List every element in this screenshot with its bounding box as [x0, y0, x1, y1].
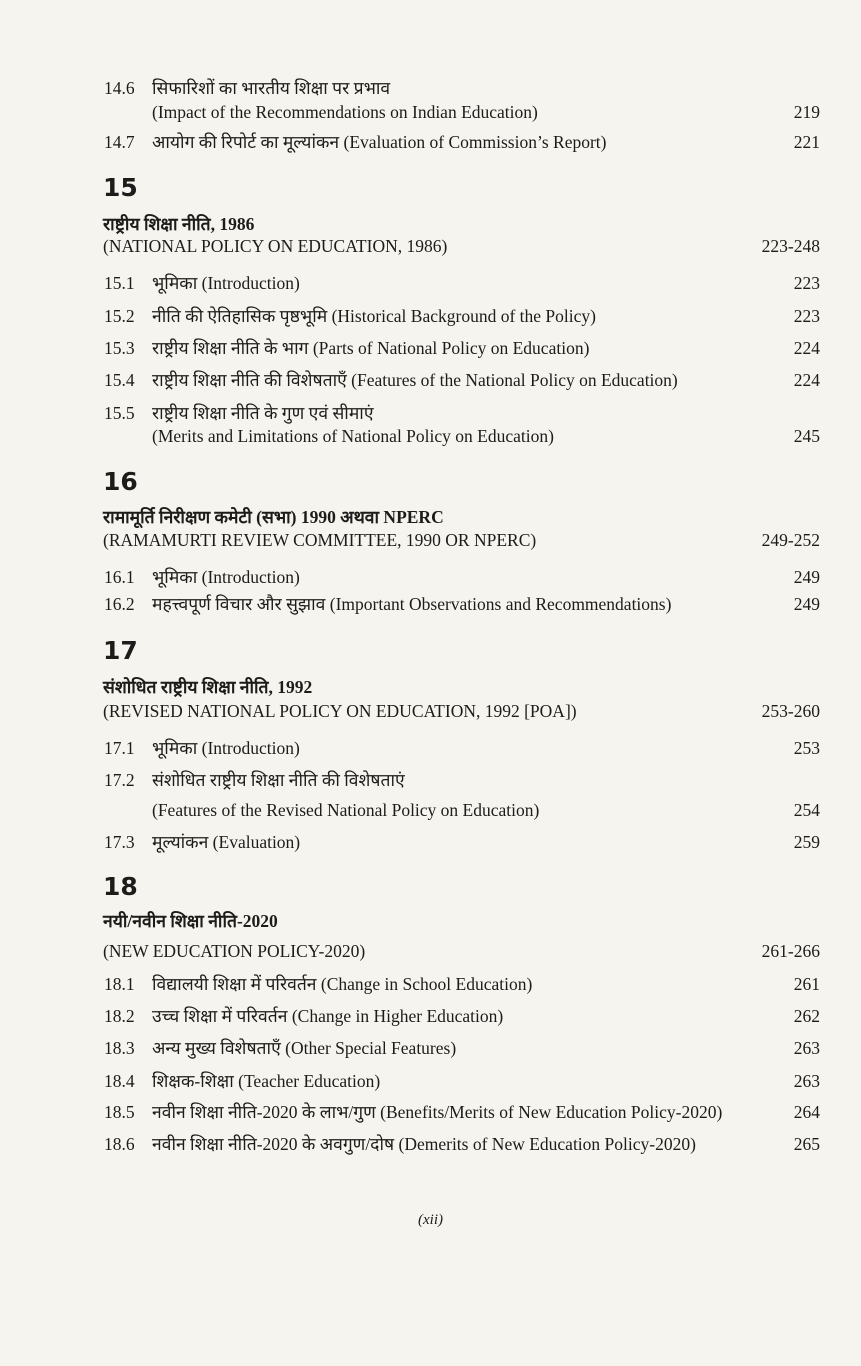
entry-page: 259 [793, 832, 820, 852]
entry-number: 17.1 [104, 738, 135, 758]
entry-title: उच्च शिक्षा में परिवर्तन (Change in Higher Education) [152, 1006, 504, 1026]
chapter-number: 18 [103, 872, 138, 901]
entry-page: 264 [793, 1102, 820, 1122]
entry-number: 18.5 [104, 1102, 135, 1122]
entry-page: 223 [793, 306, 820, 326]
entry-number: 15.5 [104, 403, 135, 423]
entry-title: अन्य मुख्य विशेषताएँ (Other Special Features) [152, 1038, 457, 1058]
entry-title: भूमिका (Introduction) [152, 273, 300, 293]
entry-page: 249 [793, 567, 820, 587]
entry-number: 15.4 [104, 370, 135, 390]
entry-title-hindi: सिफारिशों का भारतीय शिक्षा पर प्रभाव [152, 78, 391, 98]
entry-number: 16.1 [104, 567, 135, 587]
entry-page: 223 [793, 273, 820, 293]
entry-page: 245 [793, 426, 820, 446]
entry-page: 265 [793, 1134, 820, 1154]
entry-page: 261 [793, 974, 820, 994]
chapter-title-english: (NATIONAL POLICY ON EDUCATION, 1986) [103, 236, 448, 256]
chapter-title-hindi: राष्ट्रीय शिक्षा नीति, 1986 [103, 214, 255, 234]
entry-title-english: (Impact of the Recommendations on Indian Education) [152, 102, 538, 122]
entry-page: 254 [793, 800, 820, 820]
entry-number: 17.2 [104, 770, 135, 790]
chapter-title-english: (REVISED NATIONAL POLICY ON EDUCATION, 1992 [POA]) [103, 701, 577, 721]
entry-page: 224 [793, 370, 820, 390]
entry-title: विद्यालयी शिक्षा में परिवर्तन (Change in School Education) [152, 974, 533, 994]
entry-title: नीति की ऐतिहासिक पृष्ठभूमि (Historical Background of the Policy) [152, 306, 596, 326]
page-number-footer: (xii) [418, 1212, 443, 1228]
entry-title: राष्ट्रीय शिक्षा नीति के भाग (Parts of National Policy on Education) [152, 338, 590, 358]
chapter-number: 17 [103, 636, 138, 665]
entry-title: भूमिका (Introduction) [152, 738, 300, 758]
entry-number: 18.3 [104, 1038, 135, 1058]
entry-number: 16.2 [104, 594, 135, 614]
entry-title: शिक्षक-शिक्षा (Teacher Education) [152, 1071, 381, 1091]
chapter-title-english: (NEW EDUCATION POLICY-2020) [103, 941, 366, 961]
chapter-title-hindi: संशोधित राष्ट्रीय शिक्षा नीति, 1992 [103, 677, 313, 697]
entry-number: 14.6 [104, 78, 135, 98]
entry-page: 224 [793, 338, 820, 358]
entry-page: 253 [793, 738, 820, 758]
entry-number: 17.3 [104, 832, 135, 852]
entry-page: 262 [793, 1006, 820, 1026]
entry-number: 18.4 [104, 1071, 135, 1091]
chapter-page-range: 249-252 [761, 530, 820, 550]
entry-title: नवीन शिक्षा नीति-2020 के अवगुण/दोष (Demerits of New Education Policy-2020) [152, 1134, 696, 1154]
entry-page: 263 [793, 1071, 820, 1091]
entry-page: 221 [793, 132, 820, 152]
entry-title: आयोग की रिपोर्ट का मूल्यांकन (Evaluation of Commission’s Report) [152, 132, 607, 152]
entry-page: 249 [793, 594, 820, 614]
chapter-page-range: 261-266 [761, 941, 820, 961]
entry-title: नवीन शिक्षा नीति-2020 के लाभ/गुण (Benefits/Merits of New Education Policy-2020) [152, 1102, 723, 1122]
chapter-number: 15 [103, 173, 138, 202]
entry-title: राष्ट्रीय शिक्षा नीति की विशेषताएँ (Features of the National Policy on Education) [152, 370, 678, 390]
entry-title-hindi: संशोधित राष्ट्रीय शिक्षा नीति की विशेषताएं [152, 770, 405, 790]
chapter-page-range: 253-260 [761, 701, 820, 721]
entry-page: 219 [793, 102, 820, 122]
entry-title: मूल्यांकन (Evaluation) [152, 832, 301, 852]
chapter-number: 16 [103, 467, 138, 496]
entry-title-english: (Merits and Limitations of National Policy on Education) [152, 426, 554, 446]
entry-number: 18.2 [104, 1006, 135, 1026]
entry-number: 14.7 [104, 132, 135, 152]
entry-title: महत्त्वपूर्ण विचार और सुझाव (Important Observations and Recommendations) [152, 594, 672, 614]
chapter-page-range: 223-248 [761, 236, 820, 256]
entry-page: 263 [793, 1038, 820, 1058]
chapter-title-hindi: नयी/नवीन शिक्षा नीति-2020 [103, 911, 278, 931]
entry-number: 15.2 [104, 306, 135, 326]
entry-title-english: (Features of the Revised National Policy on Education) [152, 800, 540, 820]
chapter-title-english: (RAMAMURTI REVIEW COMMITTEE, 1990 OR NPERC) [103, 530, 537, 550]
entry-title-hindi: राष्ट्रीय शिक्षा नीति के गुण एवं सीमाएं [152, 403, 374, 423]
entry-number: 15.3 [104, 338, 135, 358]
chapter-title-hindi: रामामूर्ति निरीक्षण कमेटी (सभा) 1990 अथवा NPERC [103, 507, 444, 527]
entry-number: 18.6 [104, 1134, 135, 1154]
entry-title: भूमिका (Introduction) [152, 567, 300, 587]
entry-number: 18.1 [104, 974, 135, 994]
entry-number: 15.1 [104, 273, 135, 293]
